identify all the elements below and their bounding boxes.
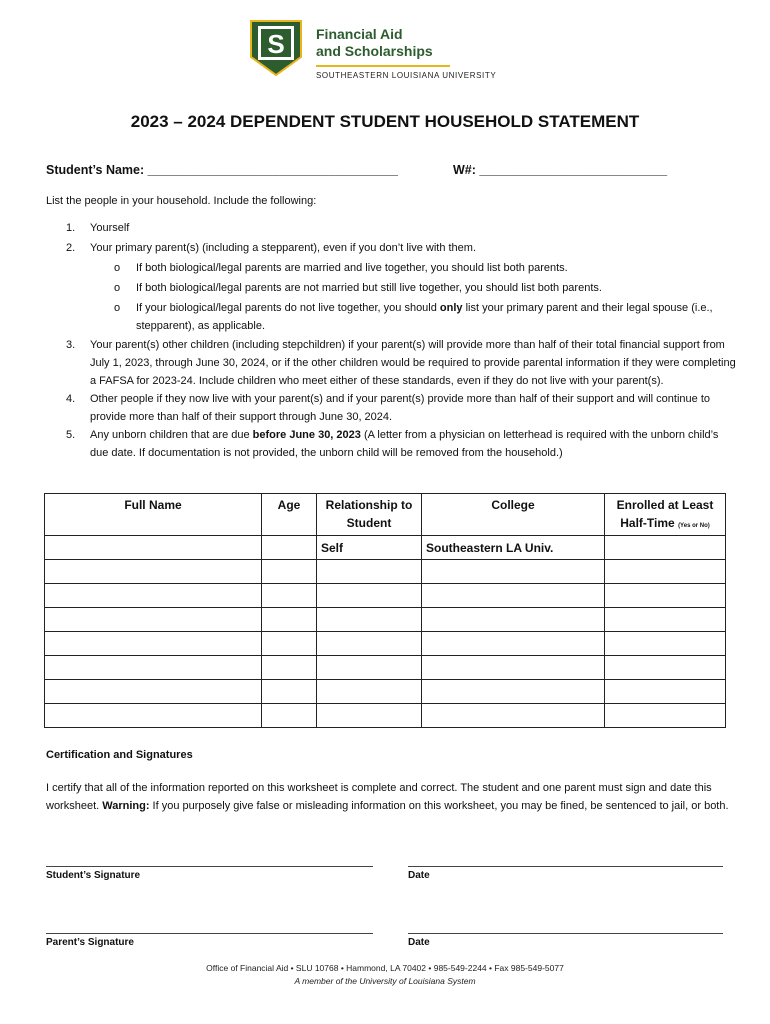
- cell-relationship: Self: [317, 536, 422, 560]
- brand-name-line2: and Scholarships: [316, 43, 433, 59]
- list-item-text: Your primary parent(s) (including a stepparent), even if you don’t live with them.: [90, 242, 477, 254]
- sub-list-item: [46, 259, 736, 277]
- certification-body: I certify that all of the information reported on this worksheet is complete and correct. The student and one parent must sign and date this worksheet.: [46, 782, 712, 812]
- cell-full-name[interactable]: [45, 536, 262, 560]
- intro-text: List the people in your household. Include the following:: [46, 195, 317, 207]
- list-number: 5.: [66, 429, 76, 441]
- cell-enrolled[interactable]: [605, 680, 726, 704]
- table-row: [45, 560, 726, 584]
- cell-age[interactable]: [262, 584, 317, 608]
- list-number: 2.: [66, 242, 76, 254]
- list-item: [46, 239, 736, 257]
- document-title: 2023 – 2024 DEPENDENT STUDENT HOUSEHOLD STATEMENT: [130, 112, 640, 131]
- table-row: [45, 704, 726, 728]
- parent-signature-label: Parent’s Signature: [46, 937, 134, 948]
- cell-relationship[interactable]: [317, 656, 422, 680]
- list-number: 4.: [66, 393, 76, 405]
- emphasis-text: only: [439, 302, 463, 314]
- student-date-line[interactable]: [408, 866, 723, 867]
- table-header-row: [45, 494, 726, 536]
- brand-divider: [316, 65, 450, 67]
- student-date-label: Date: [408, 870, 430, 881]
- bullet: o: [114, 262, 121, 274]
- header-enrolled-label: Enrolled at Least Half-Time: [616, 498, 714, 530]
- sub-item-text: list your primary parent and their legal spouse (i.e., stepparent), as applicable.: [136, 302, 713, 332]
- footer-system: A member of the University of Louisiana System: [294, 976, 476, 986]
- cell-college[interactable]: [422, 560, 605, 584]
- emphasis-text: before June 30, 2023: [252, 429, 361, 441]
- cell-full-name[interactable]: [45, 656, 262, 680]
- table-row: [45, 680, 726, 704]
- list-item: [46, 426, 736, 462]
- sub-list-item: [46, 279, 736, 297]
- cell-age[interactable]: [262, 656, 317, 680]
- household-instructions-list: [46, 219, 736, 462]
- cell-relationship[interactable]: [317, 704, 422, 728]
- list-item-text: Yourself: [90, 222, 130, 234]
- table-row: [45, 584, 726, 608]
- cell-college[interactable]: [422, 608, 605, 632]
- header-enrolled-note: (Yes or No): [678, 523, 710, 529]
- list-item-text: Other people if they now live with your parent(s) and if your parent(s) provide more than half of their support and will continue to provide more than half of their support through June 30, 2024.: [90, 393, 710, 423]
- list-item: [46, 390, 736, 426]
- cell-age[interactable]: [262, 536, 317, 560]
- cell-relationship[interactable]: [317, 632, 422, 656]
- bullet: o: [114, 302, 121, 314]
- cell-age[interactable]: [262, 560, 317, 584]
- cell-college[interactable]: [422, 704, 605, 728]
- certification-text: [46, 779, 730, 815]
- sub-item-text: If both biological/legal parents are married and live together, you should list both parents.: [136, 262, 568, 274]
- certification-heading: Certification and Signatures: [46, 749, 193, 761]
- sub-item-text: If both biological/legal parents are not married but still live together, you should list both parents.: [136, 282, 602, 294]
- bullet: o: [114, 282, 121, 294]
- list-item: [46, 219, 736, 237]
- list-item-text: (A letter from a physician on letterhead is required with the unborn child’s due date. If documentation is not provided, the unborn child will be removed from the household.): [90, 429, 719, 459]
- cell-age[interactable]: [262, 632, 317, 656]
- cell-enrolled[interactable]: [605, 632, 726, 656]
- parent-date-line[interactable]: [408, 933, 723, 934]
- list-number: 1.: [66, 222, 76, 234]
- parent-date-label: Date: [408, 937, 430, 948]
- table-row: [45, 656, 726, 680]
- cell-enrolled[interactable]: [605, 704, 726, 728]
- cell-college[interactable]: [422, 584, 605, 608]
- cell-full-name[interactable]: [45, 680, 262, 704]
- cell-college[interactable]: [422, 632, 605, 656]
- cell-full-name[interactable]: [45, 560, 262, 584]
- cell-college[interactable]: [422, 680, 605, 704]
- parent-signature-line[interactable]: [46, 933, 373, 934]
- cell-age[interactable]: [262, 680, 317, 704]
- list-item: [46, 336, 736, 390]
- cell-relationship[interactable]: [317, 680, 422, 704]
- cell-college: Southeastern LA Univ.: [422, 536, 605, 560]
- table-row: [45, 536, 726, 560]
- sub-item-text: If your biological/legal parents do not live together, you should: [136, 302, 440, 314]
- header-age: Age: [262, 494, 317, 536]
- cell-enrolled[interactable]: [605, 536, 726, 560]
- cell-age[interactable]: [262, 704, 317, 728]
- cell-enrolled[interactable]: [605, 584, 726, 608]
- w-number-field[interactable]: W#: ___________________________: [453, 163, 668, 177]
- cell-enrolled[interactable]: [605, 608, 726, 632]
- cell-college[interactable]: [422, 656, 605, 680]
- list-item-text: Your parent(s) other children (including stepchildren) if your parent(s) will provide more than half of their total financial support from July 1, 2023, through June 30, 2024, or if the other children would be required to provide parental information if they were completing a FAFSA for 2023-24. Include children who meet either of these standards, even if they do not live with your parent(s).: [90, 339, 736, 387]
- warning-label: Warning:: [102, 800, 150, 812]
- header-full-name: Full Name: [45, 494, 262, 536]
- cell-enrolled[interactable]: [605, 560, 726, 584]
- cell-full-name[interactable]: [45, 584, 262, 608]
- list-item-text: Any unborn children that are due: [90, 429, 253, 441]
- header-relationship: Relationship to Student: [317, 494, 422, 536]
- university-name: SOUTHEASTERN LOUISIANA UNIVERSITY: [316, 71, 497, 80]
- cell-relationship[interactable]: [317, 608, 422, 632]
- logo-letter: S: [267, 29, 285, 59]
- brand-name-line1: Financial Aid: [316, 26, 403, 42]
- cell-full-name[interactable]: [45, 704, 262, 728]
- cell-full-name[interactable]: [45, 608, 262, 632]
- header-college: College: [422, 494, 605, 536]
- student-signature-label: Student’s Signature: [46, 870, 141, 881]
- household-table: [44, 493, 726, 728]
- cell-age[interactable]: [262, 608, 317, 632]
- cell-full-name[interactable]: [45, 632, 262, 656]
- cell-relationship[interactable]: [317, 560, 422, 584]
- table-row: [45, 608, 726, 632]
- student-name-field[interactable]: Student’s Name: ____________________________________: [46, 163, 398, 177]
- header-enrolled: [605, 494, 726, 536]
- cell-enrolled[interactable]: [605, 656, 726, 680]
- student-signature-line[interactable]: [46, 866, 373, 867]
- table-row: [45, 632, 726, 656]
- cell-relationship[interactable]: [317, 584, 422, 608]
- university-shield-logo: [249, 19, 303, 77]
- footer-contact: Office of Financial Aid • SLU 10768 • Hammond, LA 70402 • 985-549-2244 • Fax 985-549-5077: [206, 963, 564, 973]
- certification-warning: If you purposely give false or misleading information on this worksheet, you may be fined, be sentenced to jail, or both.: [149, 800, 729, 812]
- sub-list-item: [46, 299, 736, 335]
- list-number: 3.: [66, 339, 76, 351]
